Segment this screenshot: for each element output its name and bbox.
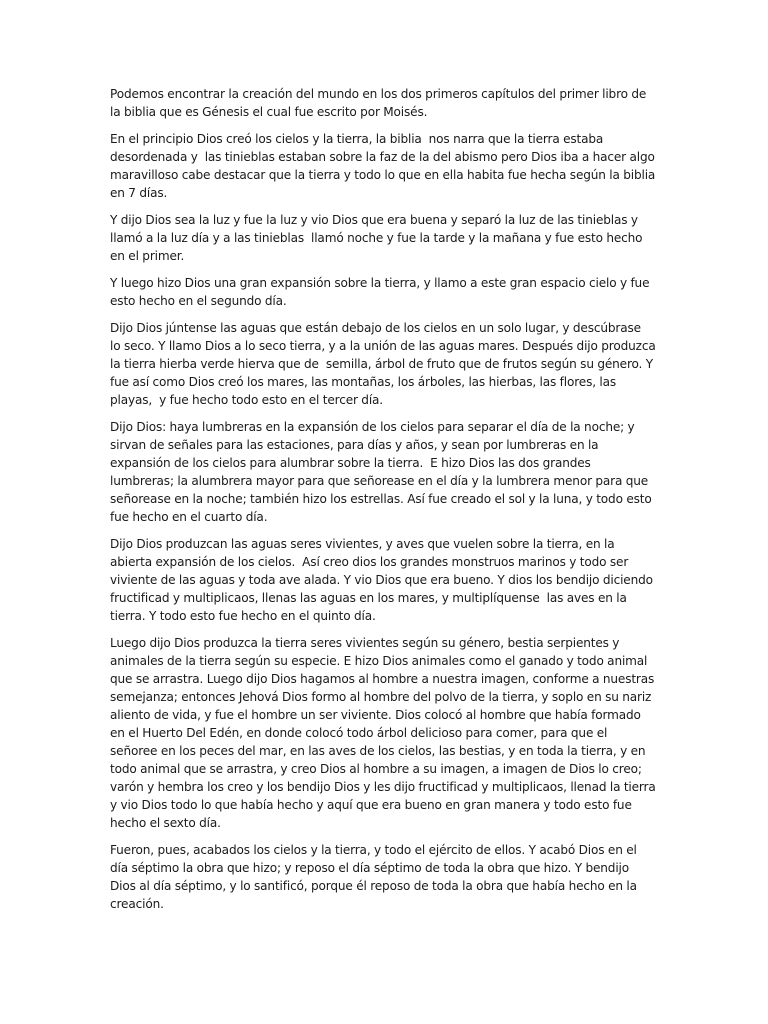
paragraph-cuarto-dia: Dijo Dios: haya lumbreras en la expansión de los cielos para separar el día de la noche; y sirvan de señales para las estaciones, para días y años, y sean por lumbreras en la expansión de los cielos para alumbrar sobre la tierra. E hizo Dios las dos grandes lumbreras; la alumbrera mayor para que señorease en el día y la lumbrera menor para que señorease en la noche; también hizo los estrellas. Así fue creado el sol y la luna, y todo esto fue hecho en el cuarto día. <box>110 420 656 524</box>
paragraph-quinto-dia: Dijo Dios produzcan las aguas seres vivientes, y aves que vuelen sobre la tierra, en la abierta expansión de los cielos. Así creo dios los grandes monstruos marinos y todo ser viviente de las aguas y toda ave alada. Y vio Dios que era bueno. Y dios los bendijo diciendo fructificad y multiplicaos, llenas las aguas en los mares, y multiplíquense las aves en la tierra. Y todo esto fue hecho en el quinto día. <box>110 537 657 623</box>
paragraph-septimo-dia: Fueron, pues, acabados los cielos y la tierra, y todo el ejército de ellos. Y acabó Dios en el día séptimo la obra que hizo; y reposo el día séptimo de toda la obra que hizo. Y bendijo Dios al día séptimo, y lo santificó, porque él reposo de toda la obra que había hecho en la creación. <box>110 843 641 911</box>
paragraph-tercer-dia: Dijo Dios júntense las aguas que están debajo de los cielos en un solo lugar, y descúbrase lo seco. Y llamo Dios a lo seco tierra, y a la unión de las aguas mares. Después dijo produzca la tierra hierba verde hierva que de semilla, árbol de fruto que de frutos según su género. Y fue así como Dios creó los mares, las montañas, los árboles, las hierbas, las flores, las playas, y fue hecho todo esto en el tercer día. <box>110 321 660 407</box>
document-page <box>110 85 658 922</box>
paragraph-primer-dia: Y dijo Dios sea la luz y fue la luz y vio Dios que era buena y separó la luz de las tinieblas y llamó a la luz día y a las tinieblas llamó noche y fue la tarde y la mañana y fue esto hecho en el primer. <box>110 213 646 263</box>
paragraph-principio: En el principio Dios creó los cielos y la tierra, la biblia nos narra que la tierra estaba desordenada y las tinieblas estaban sobre la faz de la del abismo pero Dios iba a hacer algo maravilloso cabe destacar que la tierra y todo lo que en ella habita fue hecha según la biblia en 7 días. <box>110 132 659 200</box>
paragraph-intro: Podemos encontrar la creación del mundo en los dos primeros capítulos del primer libro de la biblia que es Génesis el cual fue escrito por Moisés. <box>110 87 650 119</box>
paragraph-sexto-dia: Luego dijo Dios produzca la tierra seres vivientes según su género, bestia serpientes y animales de la tierra según su especie. E hizo Dios animales como el ganado y todo animal que se arrastra. Luego dijo Dios hagamos al hombre a nuestra imagen, conforme a nuestras semejanza; entonces Jehová Dios formo al hombre del polvo de la tierra, y soplo en su nariz aliento de vida, y fue el hombre un ser viviente. Dios colocó al hombre que había formado en el Huerto Del Edén, en donde colocó todo árbol delicioso para comer, para que el señoree en los peces del mar, en las aves de los cielos, las bestias, y en toda la tierra, y en todo animal que se arrastra, y creo Dios al hombre a su imagen, a imagen de Dios lo creo; varón y hembra los creo y los bendijo Dios y les dijo fructificad y multiplicaos, llenad la tierra y vio Dios todo lo que había hecho y aquí que era bueno en gran manera y todo esto fue hecho el sexto día. <box>110 636 660 830</box>
paragraph-segundo-dia: Y luego hizo Dios una gran expansión sobre la tierra, y llamo a este gran espacio cielo y fue esto hecho en el segundo día. <box>110 276 653 308</box>
